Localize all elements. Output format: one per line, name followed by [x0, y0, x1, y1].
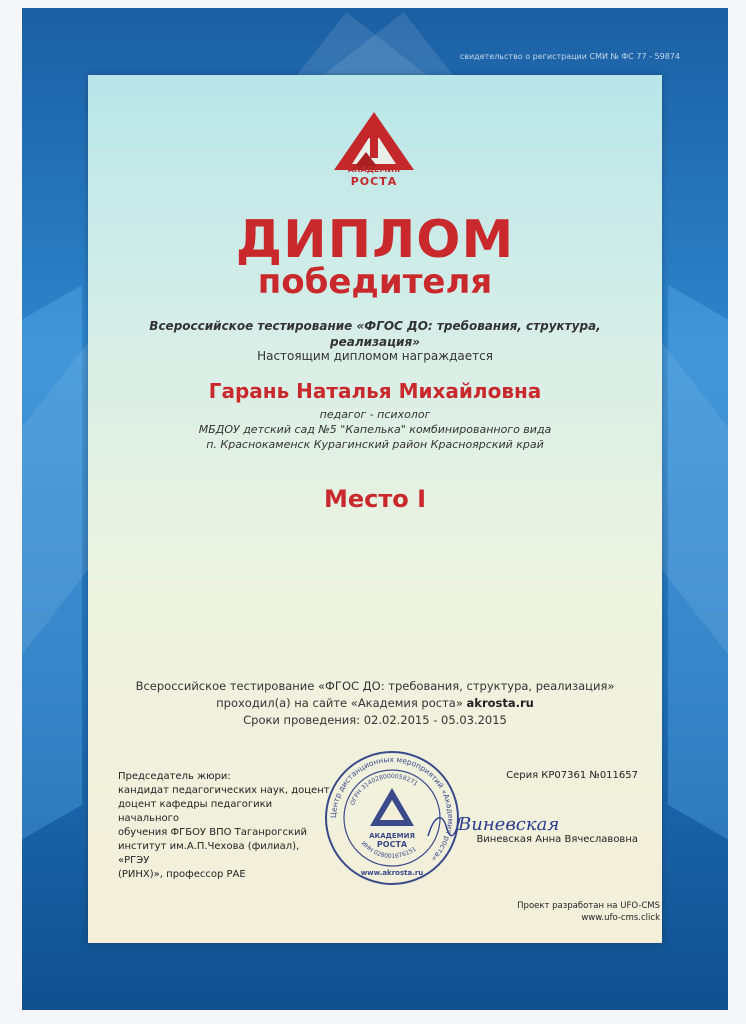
frame-stripe	[668, 285, 728, 851]
frame-stripe	[22, 285, 82, 851]
recipient-info	[88, 407, 662, 452]
subject-line2: реализация»	[330, 335, 420, 349]
stamp-ring-text: Центр дистанционных мероприятий «Академия роста»	[328, 754, 456, 864]
details-line1: Всероссийское тестирование «ФГОС ДО: требования, структура, реализация»	[135, 679, 615, 693]
stamp-site: www.akrosta.ru	[360, 869, 424, 877]
jury-line: доцент кафедры педагогики начального	[118, 799, 273, 824]
stamp-center-line2: РОСТА	[376, 840, 408, 849]
developer-line1: Проект разработан на UFO-CMS	[517, 901, 660, 911]
jury-line: институт им.А.П.Чехова (филиал), «РГЭУ	[118, 841, 300, 866]
details-dates: Сроки проведения: 02.02.2015 - 05.03.2015	[243, 713, 507, 727]
jury-line: кандидат педагогических наук, доцент,	[118, 785, 333, 796]
test-details	[88, 678, 662, 729]
diploma-subtitle: победителя	[257, 262, 493, 302]
jury-chair-block	[118, 770, 333, 882]
recipient-position: педагог - психолог	[319, 408, 431, 421]
jury-line: (РИНХ)», профессор РАЕ	[118, 869, 246, 880]
developer-credit	[470, 900, 660, 924]
subject-text	[88, 318, 662, 350]
details-line2	[88, 695, 662, 712]
place-award: Место I	[323, 485, 427, 513]
developer-line2: www.ufo-cms.click	[581, 913, 660, 923]
jury-line: обучения ФГБОУ ВПО Таганрогский	[118, 827, 308, 838]
series-number: Серия КР07361 №011657	[506, 770, 638, 781]
jury-title: Председатель жюри:	[118, 771, 231, 782]
subject-line1: Всероссийское тестирование «ФГОС ДО: требования, структура,	[149, 319, 601, 333]
svg-text:ОГРН 314028000058271	[349, 773, 419, 806]
signatory-name: Виневская Анна Вячеславовна	[476, 834, 638, 845]
awarded-text: Настоящим дипломом награждается	[257, 349, 493, 363]
details-site: akrosta.ru	[466, 696, 534, 710]
stamp-inner-bottom: ИНН 028001676151	[359, 840, 418, 861]
registration-text: свидетельство о регистрации СМИ № ФС 77 - 59874	[459, 52, 680, 61]
logo-text-line1: АКАДЕМИЯ	[347, 165, 401, 174]
recipient-location: п. Краснокаменск Курагинский район Красноярский край	[206, 438, 544, 451]
diploma-title: ДИПЛОМ	[235, 210, 515, 270]
logo-text-line2: РОСТА	[350, 175, 398, 188]
recipient-organization: МБДОУ детский сад №5 "Капелька" комбинированного вида	[198, 423, 552, 436]
signature-text: Виневская	[458, 814, 560, 835]
recipient-name: Гарань Наталья Михайловна	[208, 379, 542, 403]
stamp-inner-top: ОГРН 314028000058271	[349, 772, 419, 807]
stamp-center-line1: АКАДЕМИЯ	[369, 832, 415, 840]
details-line2-prefix: проходил(а) на сайте «Академия роста»	[216, 696, 463, 710]
